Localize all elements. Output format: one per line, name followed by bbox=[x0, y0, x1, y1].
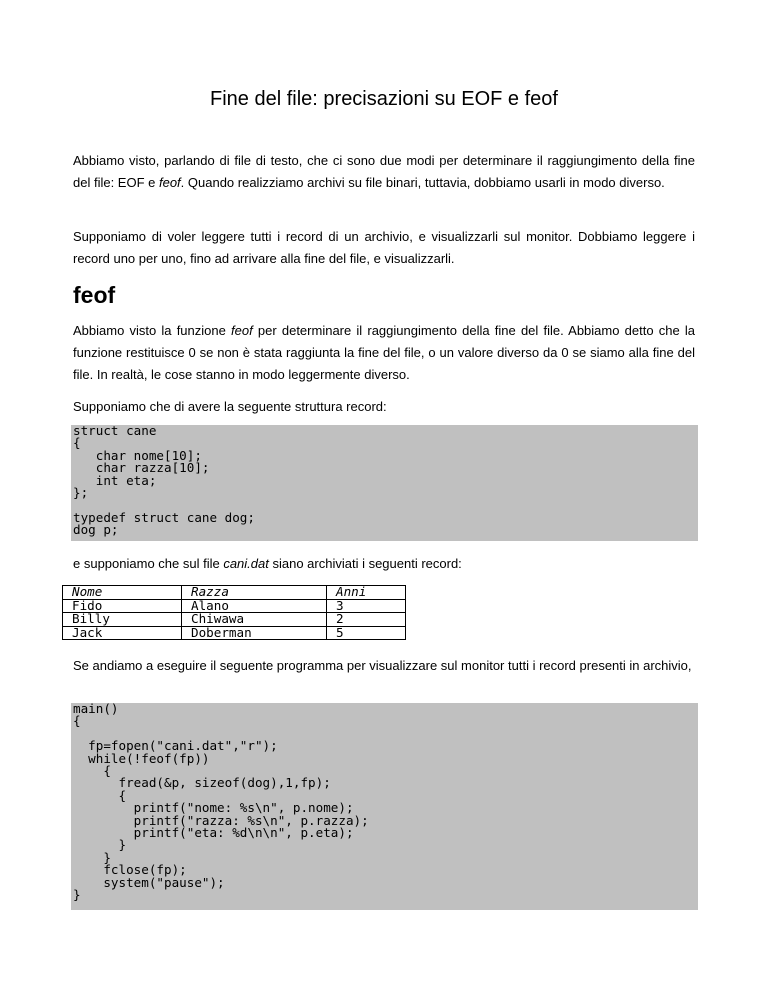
table-header: Nome bbox=[63, 586, 182, 600]
feof-paragraph: Abbiamo visto la funzione feof per determinare il raggiungimento della fine del file. Abbiamo detto che la funzione restituisce 0 se non è stata raggiunta la fine del file, o un valore diverso da 0 se siamo alla fine del file. In realtà, le cose stanno in modo leggermente diverso. bbox=[73, 323, 695, 382]
document-title: Fine del file: precisazioni su EOF e feof bbox=[210, 88, 558, 110]
second-paragraph: Supponiamo di voler leggere tutti i record di un archivio, e visualizzarli sul monitor. Dobbiamo leggere i record uno per uno, fino ad arrivare alla fine del file, e visualizzarli. bbox=[73, 229, 695, 266]
struct-code-block: struct cane { char nome[10]; char razza[10]; int eta; }; typedef struct cane dog; dog p; bbox=[71, 425, 698, 541]
table-row bbox=[63, 626, 406, 640]
records-intro-paragraph: e supponiamo che sul file cani.dat siano archiviati i seguenti record: bbox=[73, 556, 462, 571]
table-cell: Chiwawa bbox=[182, 613, 327, 627]
table-cell: Doberman bbox=[182, 626, 327, 640]
records-table bbox=[62, 585, 406, 640]
section-heading: feof bbox=[73, 282, 116, 308]
table-cell: Alano bbox=[182, 599, 327, 613]
program-intro-paragraph: Se andiamo a eseguire il seguente programma per visualizzare sul monitor tutti i record presenti in archivio, bbox=[73, 658, 692, 673]
table-cell: Billy bbox=[63, 613, 182, 627]
table-cell: Jack bbox=[63, 626, 182, 640]
table-cell: Fido bbox=[63, 599, 182, 613]
table-header: Razza bbox=[182, 586, 327, 600]
intro-paragraph: Abbiamo visto, parlando di file di testo, che ci sono due modi per determinare il raggiungimento della fine del file: EOF e feof. Quando realizziamo archivi su file binari, tuttavia, dobbiamo usarli in modo diverso. bbox=[73, 153, 695, 190]
table-cell: 5 bbox=[327, 626, 406, 640]
program-code-block: main() { fp=fopen("cani.dat","r"); while(!feof(fp)) { fread(&p, sizeof(dog),1,fp); { printf("nome: %s\n", p.nome); printf("razza: %s\n", p.razza); printf("eta: %d\n\n", p.eta); } } fclose(fp); system("pause"); } bbox=[71, 703, 698, 910]
table-header-row bbox=[63, 586, 406, 600]
struct-intro-paragraph: Supponiamo che di avere la seguente struttura record: bbox=[73, 399, 387, 414]
table-row bbox=[63, 613, 406, 627]
table-cell: 2 bbox=[327, 613, 406, 627]
table-cell: 3 bbox=[327, 599, 406, 613]
table-header: Anni bbox=[327, 586, 406, 600]
